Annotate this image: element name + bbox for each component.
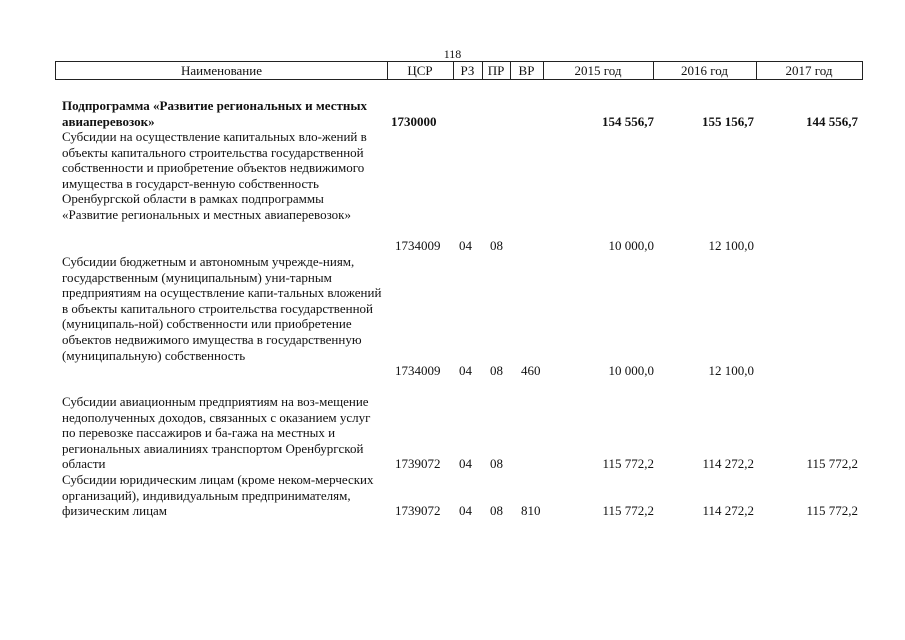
row-2015: 115 772,2 — [602, 503, 654, 519]
header-2015: 2015 год — [574, 63, 622, 78]
row-vr: 810 — [521, 503, 541, 519]
row-pr: 08 — [490, 456, 503, 472]
row-2016: 12 100,0 — [708, 238, 754, 254]
row-2016: 114 272,2 — [702, 456, 754, 472]
row-2017: 115 772,2 — [806, 503, 858, 519]
header-csr: ЦСР — [407, 63, 433, 78]
row-2015: 154 556,7 — [602, 113, 654, 129]
row-name: Субсидии бюджетным и автономным учрежде-ниям, государственным (муниципальным) уни-тарным предприятиям на осуществление капи-тальных вложений в объекты капитального строительства государственной (муниципаль-ной) собственности или приобретение объектов недвижимого имущества в государственную (муниципальную) собственность — [62, 254, 382, 363]
row-rz: 04 — [459, 238, 472, 254]
row-2015: 115 772,2 — [602, 456, 654, 472]
page-number: 118 — [443, 47, 462, 61]
row-rz: 04 — [459, 456, 472, 472]
row-csr: 1734009 — [395, 238, 441, 254]
header-rz: РЗ — [460, 63, 475, 78]
row-2016: 155 156,7 — [702, 113, 754, 129]
header-2016: 2016 год — [681, 63, 728, 78]
row-2015: 10 000,0 — [608, 363, 654, 379]
row-pr: 08 — [490, 363, 503, 379]
header-name: Наименование — [181, 63, 262, 78]
row-name: Субсидии авиационным предприятиям на воз-мещение недополученных доходов, связанных с оказанием услуг по перевозке пассажиров и ба-гажа на местных и региональных авиалиниях транспортом Оренбургской области — [62, 394, 371, 472]
row-2015: 10 000,0 — [608, 238, 654, 254]
row-csr: 1734009 — [395, 363, 441, 379]
table-header — [55, 61, 863, 80]
row-name: Субсидии на осуществление капитальных вло-жений в объекты капитального строительства государственной собственности и приобретение объектов недвижимого имущества в государст-венную собственность Оренбургской области в рамках подпрограммы «Развитие региональных и местных авиаперевозок» — [62, 129, 367, 222]
row-2016: 114 272,2 — [702, 503, 754, 519]
row-2016: 12 100,0 — [708, 363, 754, 379]
row-pr: 08 — [490, 238, 503, 254]
row-name: Подпрограмма «Развитие региональных и местных авиаперевозок» — [62, 98, 367, 129]
row-csr: 1730000 — [391, 113, 437, 129]
row-name: Субсидии юридическим лицам (кроме неком-мерческих организаций), индивидуальным предпринимателям, физическим лицам — [62, 472, 374, 519]
row-2017: 115 772,2 — [806, 456, 858, 472]
header-pr: ПР — [487, 63, 505, 78]
row-csr: 1739072 — [395, 503, 441, 519]
row-2017: 144 556,7 — [806, 113, 858, 129]
row-pr: 08 — [490, 503, 503, 519]
row-rz: 04 — [459, 503, 472, 519]
row-rz: 04 — [459, 363, 472, 379]
header-vr: ВР — [518, 63, 535, 78]
row-vr: 460 — [521, 363, 541, 379]
header-2017: 2017 год — [785, 63, 833, 78]
row-csr: 1739072 — [395, 456, 441, 472]
